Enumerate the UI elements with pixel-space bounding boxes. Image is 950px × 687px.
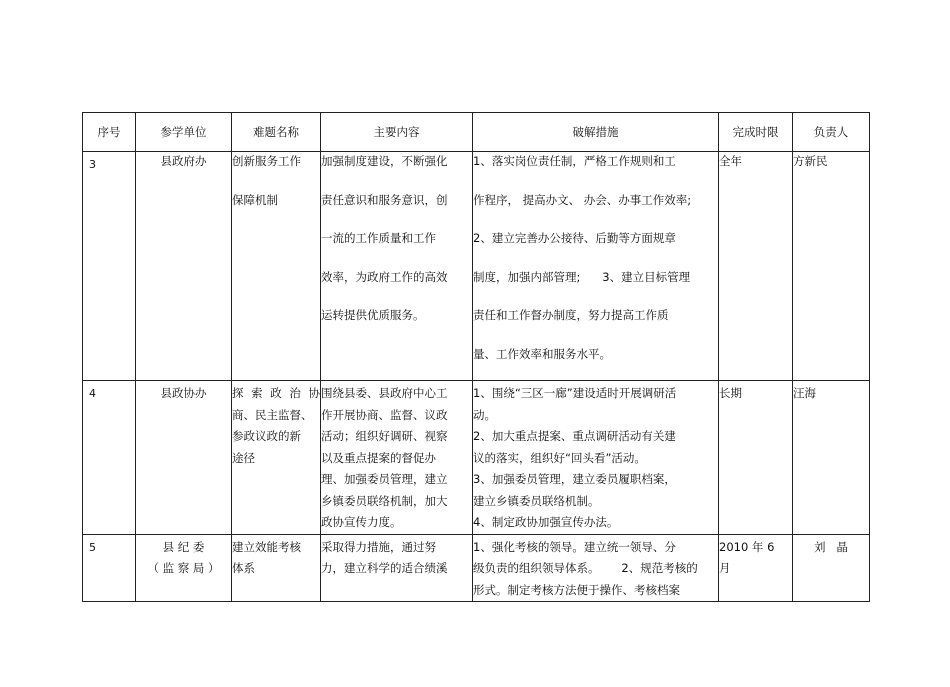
problem-line: 商、民主监督、 — [232, 407, 313, 422]
content-line: 效率，为政府工作的高效 — [321, 269, 448, 284]
content-line: 采取得力措施，通过努 — [321, 539, 436, 554]
content-line: 以及重点提案的督促办 — [321, 450, 436, 465]
row-no: 3 — [83, 152, 136, 381]
row-problem — [232, 381, 321, 535]
problem-line: 创新服务工作 — [232, 154, 301, 168]
content-line: 力，建立科学的适合绩溪 — [321, 561, 448, 575]
content-line: 加强制度建设，不断强化 — [321, 154, 448, 168]
header-owner: 负责人 — [793, 113, 870, 152]
content-line: 责任意识和服务意识，创 — [321, 192, 448, 207]
row-content — [321, 152, 473, 381]
measure-line: 议的落实，组织好“回头看”活动。 — [473, 450, 646, 465]
unit-line: （ 监 察 局 ） — [147, 561, 220, 575]
row-measures — [473, 152, 719, 381]
header-deadline: 完成时限 — [719, 113, 793, 152]
deadline-line: 全年 — [719, 154, 742, 168]
measure-line: 3、加强委员管理，建立委员履职档案， — [473, 472, 676, 486]
measure-line: 建立乡镇委员联络机制。 — [473, 493, 600, 508]
row-content — [321, 381, 473, 535]
problem-line: 途径 — [232, 450, 255, 465]
header-problem: 难题名称 — [232, 113, 321, 152]
deadline-line: 月 — [719, 561, 731, 575]
content-line: 活动；组织好调研、视察 — [321, 429, 448, 443]
content-line: 运转提供优质服务。 — [321, 308, 425, 322]
row-no: 5 — [83, 534, 136, 602]
row-deadline — [719, 152, 793, 381]
row-measures — [473, 381, 719, 535]
table-row — [83, 381, 870, 535]
owner-name: 汪海 — [793, 386, 816, 400]
content-line: 作开展协商、监督、议政 — [321, 407, 448, 422]
measure-line: 形式。制定考核方法便于操作、考核档案 — [473, 582, 680, 597]
table-row — [83, 152, 870, 381]
row-owner — [793, 381, 870, 535]
unit-line: 县 纪 委 — [162, 539, 205, 554]
row-unit — [136, 152, 232, 381]
measure-line: 动。 — [473, 407, 496, 422]
problem-line: 保障机制 — [232, 192, 278, 207]
content-line: 政协宣传力度。 — [321, 515, 402, 529]
content-line: 一流的工作质量和工作 — [321, 231, 436, 245]
row-problem — [232, 152, 321, 381]
content-line: 乡镇委员联络机制，加大 — [321, 493, 448, 508]
unit-line: 县政府办 — [160, 154, 207, 168]
measure-line: 制度，加强内部管理; 3、建立目标管理 — [473, 269, 691, 284]
header-content: 主要内容 — [321, 113, 473, 152]
measure-line: 责任和工作督办制度，努力提高工作质 — [473, 308, 669, 322]
row-unit — [136, 381, 232, 535]
header-no: 序号 — [83, 113, 136, 152]
measure-line: 作程序， 提高办文、 办会、办事工作效率; — [473, 192, 692, 207]
measure-line: 1、强化考核的领导。建立统一领导、分 — [473, 539, 676, 554]
row-problem — [232, 534, 321, 602]
header-measures: 破解措施 — [473, 113, 719, 152]
measure-line: 1、围绕“三区一廊”建设适时开展调研活 — [473, 386, 677, 400]
problem-line: 建立效能考核 — [232, 539, 301, 554]
row-deadline — [719, 381, 793, 535]
measure-line: 1、落实岗位责任制，严格工作规则和工 — [473, 154, 676, 168]
measure-line: 4、制定政协加强宣传办法。 — [473, 515, 619, 529]
row-no: 4 — [83, 381, 136, 535]
owner-name: 方新民 — [793, 154, 828, 168]
row-content — [321, 534, 473, 602]
content-line: 理、加强委员管理，建立 — [321, 472, 448, 486]
row-unit — [136, 534, 232, 602]
problem-line: 探 索 政 治 协 — [232, 386, 320, 400]
problem-line: 参政议政的新 — [232, 429, 301, 443]
unit-line: 县政协办 — [160, 386, 207, 400]
measure-line: 2、建立完善办公接待、后勤等方面规章 — [473, 231, 676, 245]
deadline-line: 长期 — [719, 386, 742, 400]
row-measures — [473, 534, 719, 602]
measure-line: 级负责的组织领导体系。 2、规范考核的 — [473, 561, 698, 575]
measure-line: 2、加大重点提案、重点调研活动有关建 — [473, 429, 676, 443]
row-owner — [793, 534, 870, 602]
header-unit: 参学单位 — [136, 113, 232, 152]
owner-name: 刘 晶 — [814, 539, 848, 554]
row-owner — [793, 152, 870, 381]
content-line: 围绕县委、县政府中心工 — [321, 386, 448, 400]
row-deadline — [719, 534, 793, 602]
deadline-line: 2010 年 6 — [719, 539, 775, 554]
work-problem-table — [82, 112, 870, 602]
problem-line: 体系 — [232, 561, 255, 575]
measure-line: 量、工作效率和服务水平。 — [473, 346, 611, 361]
table-row — [83, 534, 870, 602]
